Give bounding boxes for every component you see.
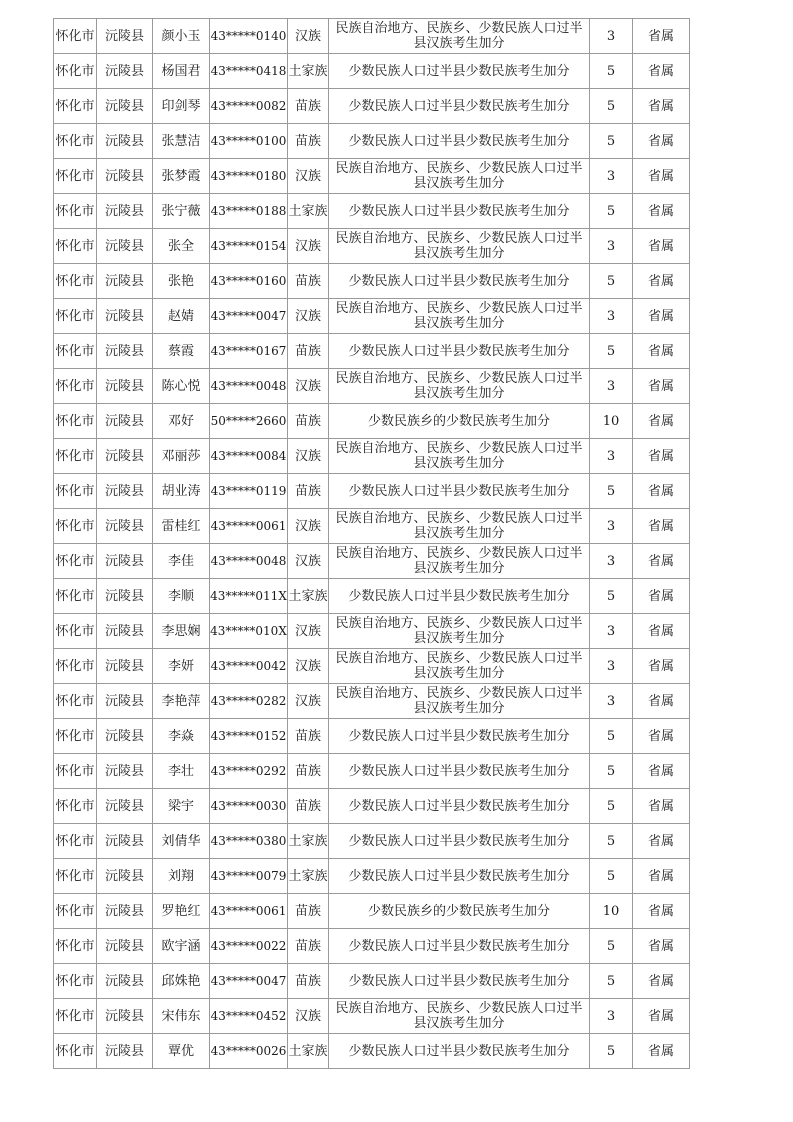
table-row bbox=[54, 404, 690, 439]
bonus-reason-cell: 少数民族人口过半县少数民族考生加分 bbox=[329, 474, 590, 509]
county-cell: 沅陵县 bbox=[97, 124, 153, 159]
bonus-reason-cell: 民族自治地方、民族乡、少数民族人口过半县汉族考生加分 bbox=[329, 614, 590, 649]
affiliation-cell: 省属 bbox=[633, 754, 690, 789]
ethnicity-cell: 汉族 bbox=[288, 614, 329, 649]
name-cell: 刘倩华 bbox=[153, 824, 210, 859]
bonus-reason-cell: 少数民族人口过半县少数民族考生加分 bbox=[329, 89, 590, 124]
city-cell: 怀化市 bbox=[54, 894, 97, 929]
bonus-reason-cell: 少数民族乡的少数民族考生加分 bbox=[329, 894, 590, 929]
city-cell: 怀化市 bbox=[54, 264, 97, 299]
city-cell: 怀化市 bbox=[54, 509, 97, 544]
ethnicity-cell: 汉族 bbox=[288, 544, 329, 579]
bonus-points-cell: 3 bbox=[590, 299, 633, 334]
bonus-reason-cell: 民族自治地方、民族乡、少数民族人口过半县汉族考生加分 bbox=[329, 649, 590, 684]
table-row bbox=[54, 859, 690, 894]
county-cell: 沅陵县 bbox=[97, 194, 153, 229]
name-cell: 宋伟东 bbox=[153, 999, 210, 1034]
ethnicity-cell: 土家族 bbox=[288, 54, 329, 89]
affiliation-cell: 省属 bbox=[633, 544, 690, 579]
affiliation-cell: 省属 bbox=[633, 859, 690, 894]
affiliation-cell: 省属 bbox=[633, 299, 690, 334]
county-cell: 沅陵县 bbox=[97, 334, 153, 369]
id-number-cell: 43*****0026 bbox=[210, 1034, 288, 1069]
bonus-reason-cell: 少数民族人口过半县少数民族考生加分 bbox=[329, 54, 590, 89]
ethnicity-cell: 汉族 bbox=[288, 229, 329, 264]
county-cell: 沅陵县 bbox=[97, 789, 153, 824]
county-cell: 沅陵县 bbox=[97, 824, 153, 859]
bonus-reason-cell: 少数民族人口过半县少数民族考生加分 bbox=[329, 194, 590, 229]
bonus-points-cell: 3 bbox=[590, 369, 633, 404]
id-number-cell: 43*****010X bbox=[210, 614, 288, 649]
county-cell: 沅陵县 bbox=[97, 229, 153, 264]
table-row bbox=[54, 964, 690, 999]
table-row bbox=[54, 334, 690, 369]
ethnicity-cell: 汉族 bbox=[288, 684, 329, 719]
name-cell: 刘翔 bbox=[153, 859, 210, 894]
county-cell: 沅陵县 bbox=[97, 159, 153, 194]
name-cell: 李妍 bbox=[153, 649, 210, 684]
bonus-reason-cell: 少数民族人口过半县少数民族考生加分 bbox=[329, 719, 590, 754]
affiliation-cell: 省属 bbox=[633, 19, 690, 54]
name-cell: 胡业涛 bbox=[153, 474, 210, 509]
ethnicity-cell: 汉族 bbox=[288, 159, 329, 194]
county-cell: 沅陵县 bbox=[97, 89, 153, 124]
table-row bbox=[54, 824, 690, 859]
bonus-points-cell: 5 bbox=[590, 194, 633, 229]
ethnicity-cell: 苗族 bbox=[288, 719, 329, 754]
bonus-points-cell: 5 bbox=[590, 929, 633, 964]
county-cell: 沅陵县 bbox=[97, 719, 153, 754]
table-row bbox=[54, 614, 690, 649]
table-row bbox=[54, 229, 690, 264]
city-cell: 怀化市 bbox=[54, 194, 97, 229]
city-cell: 怀化市 bbox=[54, 719, 97, 754]
affiliation-cell: 省属 bbox=[633, 929, 690, 964]
city-cell: 怀化市 bbox=[54, 1034, 97, 1069]
ethnicity-cell: 汉族 bbox=[288, 299, 329, 334]
table-row bbox=[54, 1034, 690, 1069]
affiliation-cell: 省属 bbox=[633, 719, 690, 754]
table-row bbox=[54, 544, 690, 579]
table-row bbox=[54, 579, 690, 614]
city-cell: 怀化市 bbox=[54, 404, 97, 439]
bonus-reason-cell: 少数民族人口过半县少数民族考生加分 bbox=[329, 1034, 590, 1069]
bonus-points-cell: 3 bbox=[590, 544, 633, 579]
table-row bbox=[54, 719, 690, 754]
county-cell: 沅陵县 bbox=[97, 894, 153, 929]
ethnicity-cell: 苗族 bbox=[288, 474, 329, 509]
table-row bbox=[54, 369, 690, 404]
city-cell: 怀化市 bbox=[54, 89, 97, 124]
bonus-reason-cell: 民族自治地方、民族乡、少数民族人口过半县汉族考生加分 bbox=[329, 439, 590, 474]
bonus-reason-cell: 少数民族人口过半县少数民族考生加分 bbox=[329, 264, 590, 299]
county-cell: 沅陵县 bbox=[97, 964, 153, 999]
name-cell: 李壮 bbox=[153, 754, 210, 789]
name-cell: 李思娴 bbox=[153, 614, 210, 649]
ethnicity-cell: 苗族 bbox=[288, 89, 329, 124]
name-cell: 杨国君 bbox=[153, 54, 210, 89]
bonus-reason-cell: 民族自治地方、民族乡、少数民族人口过半县汉族考生加分 bbox=[329, 999, 590, 1034]
city-cell: 怀化市 bbox=[54, 964, 97, 999]
table-row bbox=[54, 474, 690, 509]
name-cell: 梁宇 bbox=[153, 789, 210, 824]
table-row bbox=[54, 999, 690, 1034]
table-row bbox=[54, 754, 690, 789]
bonus-reason-cell: 民族自治地方、民族乡、少数民族人口过半县汉族考生加分 bbox=[329, 369, 590, 404]
name-cell: 张梦霞 bbox=[153, 159, 210, 194]
bonus-reason-cell: 民族自治地方、民族乡、少数民族人口过半县汉族考生加分 bbox=[329, 229, 590, 264]
bonus-points-cell: 3 bbox=[590, 684, 633, 719]
county-cell: 沅陵县 bbox=[97, 754, 153, 789]
county-cell: 沅陵县 bbox=[97, 579, 153, 614]
id-number-cell: 43*****0047 bbox=[210, 964, 288, 999]
county-cell: 沅陵县 bbox=[97, 19, 153, 54]
name-cell: 颜小玉 bbox=[153, 19, 210, 54]
city-cell: 怀化市 bbox=[54, 544, 97, 579]
ethnicity-cell: 苗族 bbox=[288, 894, 329, 929]
id-number-cell: 43*****0160 bbox=[210, 264, 288, 299]
ethnicity-cell: 汉族 bbox=[288, 439, 329, 474]
city-cell: 怀化市 bbox=[54, 789, 97, 824]
table-row bbox=[54, 124, 690, 159]
bonus-reason-cell: 民族自治地方、民族乡、少数民族人口过半县汉族考生加分 bbox=[329, 509, 590, 544]
bonus-points-cell: 3 bbox=[590, 649, 633, 684]
bonus-reason-cell: 少数民族人口过半县少数民族考生加分 bbox=[329, 859, 590, 894]
id-number-cell: 43*****0042 bbox=[210, 649, 288, 684]
affiliation-cell: 省属 bbox=[633, 229, 690, 264]
affiliation-cell: 省属 bbox=[633, 404, 690, 439]
affiliation-cell: 省属 bbox=[633, 334, 690, 369]
bonus-points-cell: 5 bbox=[590, 264, 633, 299]
ethnicity-cell: 汉族 bbox=[288, 509, 329, 544]
bonus-points-cell: 5 bbox=[590, 754, 633, 789]
county-cell: 沅陵县 bbox=[97, 404, 153, 439]
ethnicity-cell: 苗族 bbox=[288, 789, 329, 824]
affiliation-cell: 省属 bbox=[633, 439, 690, 474]
name-cell: 覃优 bbox=[153, 1034, 210, 1069]
table-row bbox=[54, 789, 690, 824]
id-number-cell: 43*****0079 bbox=[210, 859, 288, 894]
affiliation-cell: 省属 bbox=[633, 159, 690, 194]
bonus-reason-cell: 少数民族人口过半县少数民族考生加分 bbox=[329, 754, 590, 789]
ethnicity-cell: 土家族 bbox=[288, 859, 329, 894]
id-number-cell: 43*****0061 bbox=[210, 894, 288, 929]
bonus-points-cell: 3 bbox=[590, 229, 633, 264]
county-cell: 沅陵县 bbox=[97, 1034, 153, 1069]
city-cell: 怀化市 bbox=[54, 229, 97, 264]
bonus-points-cell: 3 bbox=[590, 439, 633, 474]
bonus-reason-cell: 民族自治地方、民族乡、少数民族人口过半县汉族考生加分 bbox=[329, 159, 590, 194]
id-number-cell: 43*****0022 bbox=[210, 929, 288, 964]
ethnicity-cell: 汉族 bbox=[288, 999, 329, 1034]
county-cell: 沅陵县 bbox=[97, 929, 153, 964]
bonus-points-cell: 5 bbox=[590, 789, 633, 824]
name-cell: 邓好 bbox=[153, 404, 210, 439]
bonus-points-cell: 3 bbox=[590, 614, 633, 649]
id-number-cell: 43*****0061 bbox=[210, 509, 288, 544]
id-number-cell: 43*****0154 bbox=[210, 229, 288, 264]
ethnicity-cell: 苗族 bbox=[288, 334, 329, 369]
affiliation-cell: 省属 bbox=[633, 789, 690, 824]
affiliation-cell: 省属 bbox=[633, 89, 690, 124]
bonus-points-cell: 3 bbox=[590, 999, 633, 1034]
id-number-cell: 43*****0282 bbox=[210, 684, 288, 719]
id-number-cell: 43*****0084 bbox=[210, 439, 288, 474]
id-number-cell: 43*****0100 bbox=[210, 124, 288, 159]
name-cell: 张艳 bbox=[153, 264, 210, 299]
county-cell: 沅陵县 bbox=[97, 649, 153, 684]
id-number-cell: 43*****0048 bbox=[210, 544, 288, 579]
name-cell: 李艳萍 bbox=[153, 684, 210, 719]
affiliation-cell: 省属 bbox=[633, 194, 690, 229]
name-cell: 邱姝艳 bbox=[153, 964, 210, 999]
table-row bbox=[54, 194, 690, 229]
affiliation-cell: 省属 bbox=[633, 54, 690, 89]
county-cell: 沅陵县 bbox=[97, 859, 153, 894]
city-cell: 怀化市 bbox=[54, 334, 97, 369]
city-cell: 怀化市 bbox=[54, 159, 97, 194]
affiliation-cell: 省属 bbox=[633, 894, 690, 929]
county-cell: 沅陵县 bbox=[97, 509, 153, 544]
city-cell: 怀化市 bbox=[54, 859, 97, 894]
bonus-points-cell: 5 bbox=[590, 89, 633, 124]
name-cell: 罗艳红 bbox=[153, 894, 210, 929]
table-row bbox=[54, 159, 690, 194]
bonus-points-cell: 5 bbox=[590, 579, 633, 614]
affiliation-cell: 省属 bbox=[633, 264, 690, 299]
ethnicity-cell: 土家族 bbox=[288, 579, 329, 614]
bonus-points-table bbox=[53, 18, 690, 1069]
bonus-reason-cell: 少数民族乡的少数民族考生加分 bbox=[329, 404, 590, 439]
bonus-reason-cell: 民族自治地方、民族乡、少数民族人口过半县汉族考生加分 bbox=[329, 299, 590, 334]
city-cell: 怀化市 bbox=[54, 299, 97, 334]
bonus-points-cell: 10 bbox=[590, 404, 633, 439]
city-cell: 怀化市 bbox=[54, 439, 97, 474]
id-number-cell: 43*****0418 bbox=[210, 54, 288, 89]
bonus-points-cell: 3 bbox=[590, 159, 633, 194]
name-cell: 张全 bbox=[153, 229, 210, 264]
bonus-reason-cell: 少数民族人口过半县少数民族考生加分 bbox=[329, 929, 590, 964]
county-cell: 沅陵县 bbox=[97, 369, 153, 404]
affiliation-cell: 省属 bbox=[633, 369, 690, 404]
affiliation-cell: 省属 bbox=[633, 579, 690, 614]
ethnicity-cell: 汉族 bbox=[288, 649, 329, 684]
id-number-cell: 43*****0180 bbox=[210, 159, 288, 194]
id-number-cell: 43*****011X bbox=[210, 579, 288, 614]
city-cell: 怀化市 bbox=[54, 474, 97, 509]
id-number-cell: 50*****2660 bbox=[210, 404, 288, 439]
id-number-cell: 43*****0082 bbox=[210, 89, 288, 124]
ethnicity-cell: 苗族 bbox=[288, 404, 329, 439]
city-cell: 怀化市 bbox=[54, 54, 97, 89]
id-number-cell: 43*****0380 bbox=[210, 824, 288, 859]
table-row bbox=[54, 264, 690, 299]
county-cell: 沅陵县 bbox=[97, 999, 153, 1034]
bonus-reason-cell: 少数民族人口过半县少数民族考生加分 bbox=[329, 789, 590, 824]
table-row bbox=[54, 54, 690, 89]
ethnicity-cell: 土家族 bbox=[288, 1034, 329, 1069]
name-cell: 印剑琴 bbox=[153, 89, 210, 124]
bonus-points-cell: 5 bbox=[590, 334, 633, 369]
bonus-points-cell: 3 bbox=[590, 509, 633, 544]
bonus-reason-cell: 少数民族人口过半县少数民族考生加分 bbox=[329, 964, 590, 999]
id-number-cell: 43*****0167 bbox=[210, 334, 288, 369]
affiliation-cell: 省属 bbox=[633, 1034, 690, 1069]
table-row bbox=[54, 439, 690, 474]
ethnicity-cell: 苗族 bbox=[288, 929, 329, 964]
id-number-cell: 43*****0188 bbox=[210, 194, 288, 229]
bonus-reason-cell: 少数民族人口过半县少数民族考生加分 bbox=[329, 124, 590, 159]
affiliation-cell: 省属 bbox=[633, 474, 690, 509]
ethnicity-cell: 土家族 bbox=[288, 194, 329, 229]
county-cell: 沅陵县 bbox=[97, 474, 153, 509]
id-number-cell: 43*****0140 bbox=[210, 19, 288, 54]
id-number-cell: 43*****0030 bbox=[210, 789, 288, 824]
city-cell: 怀化市 bbox=[54, 19, 97, 54]
bonus-reason-cell: 少数民族人口过半县少数民族考生加分 bbox=[329, 334, 590, 369]
county-cell: 沅陵县 bbox=[97, 439, 153, 474]
bonus-reason-cell: 民族自治地方、民族乡、少数民族人口过半县汉族考生加分 bbox=[329, 684, 590, 719]
name-cell: 蔡霞 bbox=[153, 334, 210, 369]
city-cell: 怀化市 bbox=[54, 824, 97, 859]
ethnicity-cell: 苗族 bbox=[288, 264, 329, 299]
city-cell: 怀化市 bbox=[54, 124, 97, 159]
affiliation-cell: 省属 bbox=[633, 999, 690, 1034]
county-cell: 沅陵县 bbox=[97, 614, 153, 649]
table-row bbox=[54, 299, 690, 334]
city-cell: 怀化市 bbox=[54, 754, 97, 789]
ethnicity-cell: 苗族 bbox=[288, 124, 329, 159]
ethnicity-cell: 土家族 bbox=[288, 824, 329, 859]
affiliation-cell: 省属 bbox=[633, 614, 690, 649]
affiliation-cell: 省属 bbox=[633, 509, 690, 544]
ethnicity-cell: 汉族 bbox=[288, 19, 329, 54]
table-row bbox=[54, 89, 690, 124]
ethnicity-cell: 苗族 bbox=[288, 964, 329, 999]
id-number-cell: 43*****0152 bbox=[210, 719, 288, 754]
bonus-points-cell: 5 bbox=[590, 964, 633, 999]
county-cell: 沅陵县 bbox=[97, 684, 153, 719]
name-cell: 李顺 bbox=[153, 579, 210, 614]
bonus-points-cell: 3 bbox=[590, 19, 633, 54]
name-cell: 雷桂红 bbox=[153, 509, 210, 544]
id-number-cell: 43*****0119 bbox=[210, 474, 288, 509]
bonus-points-cell: 5 bbox=[590, 719, 633, 754]
bonus-reason-cell: 少数民族人口过半县少数民族考生加分 bbox=[329, 579, 590, 614]
table-row bbox=[54, 894, 690, 929]
city-cell: 怀化市 bbox=[54, 614, 97, 649]
city-cell: 怀化市 bbox=[54, 999, 97, 1034]
name-cell: 李焱 bbox=[153, 719, 210, 754]
id-number-cell: 43*****0047 bbox=[210, 299, 288, 334]
bonus-reason-cell: 民族自治地方、民族乡、少数民族人口过半县汉族考生加分 bbox=[329, 19, 590, 54]
table-row bbox=[54, 509, 690, 544]
county-cell: 沅陵县 bbox=[97, 264, 153, 299]
affiliation-cell: 省属 bbox=[633, 964, 690, 999]
bonus-points-cell: 5 bbox=[590, 124, 633, 159]
bonus-points-cell: 5 bbox=[590, 474, 633, 509]
ethnicity-cell: 汉族 bbox=[288, 369, 329, 404]
name-cell: 邓丽莎 bbox=[153, 439, 210, 474]
name-cell: 陈心悦 bbox=[153, 369, 210, 404]
table-row bbox=[54, 19, 690, 54]
bonus-points-cell: 5 bbox=[590, 1034, 633, 1069]
city-cell: 怀化市 bbox=[54, 579, 97, 614]
city-cell: 怀化市 bbox=[54, 649, 97, 684]
name-cell: 欧宇涵 bbox=[153, 929, 210, 964]
table-row bbox=[54, 929, 690, 964]
county-cell: 沅陵县 bbox=[97, 299, 153, 334]
id-number-cell: 43*****0048 bbox=[210, 369, 288, 404]
ethnicity-cell: 苗族 bbox=[288, 754, 329, 789]
name-cell: 张慧洁 bbox=[153, 124, 210, 159]
county-cell: 沅陵县 bbox=[97, 544, 153, 579]
affiliation-cell: 省属 bbox=[633, 824, 690, 859]
name-cell: 张宁薇 bbox=[153, 194, 210, 229]
bonus-points-cell: 5 bbox=[590, 859, 633, 894]
bonus-points-cell: 5 bbox=[590, 824, 633, 859]
bonus-points-cell: 10 bbox=[590, 894, 633, 929]
city-cell: 怀化市 bbox=[54, 929, 97, 964]
id-number-cell: 43*****0292 bbox=[210, 754, 288, 789]
county-cell: 沅陵县 bbox=[97, 54, 153, 89]
name-cell: 李佳 bbox=[153, 544, 210, 579]
city-cell: 怀化市 bbox=[54, 684, 97, 719]
table-row bbox=[54, 684, 690, 719]
affiliation-cell: 省属 bbox=[633, 124, 690, 159]
bonus-reason-cell: 民族自治地方、民族乡、少数民族人口过半县汉族考生加分 bbox=[329, 544, 590, 579]
table-row bbox=[54, 649, 690, 684]
city-cell: 怀化市 bbox=[54, 369, 97, 404]
affiliation-cell: 省属 bbox=[633, 649, 690, 684]
bonus-reason-cell: 少数民族人口过半县少数民族考生加分 bbox=[329, 824, 590, 859]
name-cell: 赵婧 bbox=[153, 299, 210, 334]
affiliation-cell: 省属 bbox=[633, 684, 690, 719]
id-number-cell: 43*****0452 bbox=[210, 999, 288, 1034]
bonus-points-cell: 5 bbox=[590, 54, 633, 89]
